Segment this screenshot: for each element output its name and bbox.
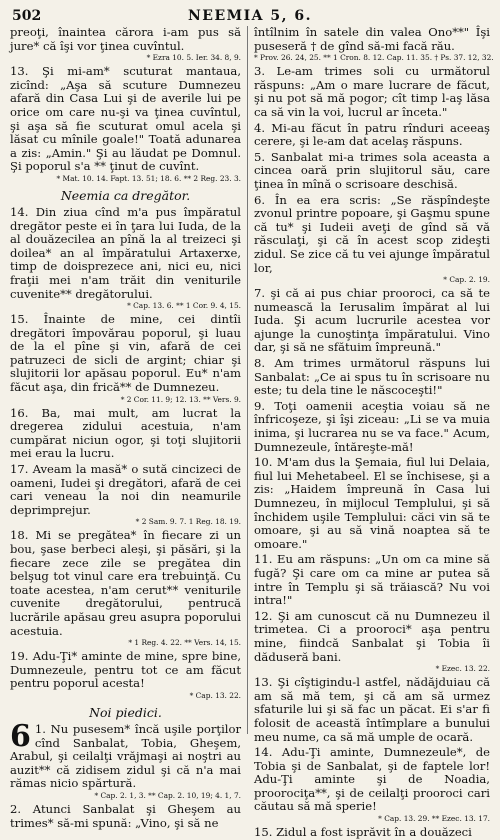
verse: 13. Şi mi-am* scuturat mantaua, zicînd: „Aşa să scuture Dumnezeu afară din Casa Lui şi de averile lui pe orice om care nu-şi va ţinea cuvîntul, şi aşa să fie scuturat omul acela şi lăsat cu mînile goale!" Toată adunarea a zis: „Amin." Şi au lăudat pe Domnul. Şi poporul s'a ** ţinut de cuvînt.: [10, 64, 242, 174]
verse: 5. Sanbalat mi-a trimes sola aceasta a cincea oară prin slujitorul său, care ţinea în mînă o scrisoare deschisă.: [254, 149, 490, 191]
verse: 18. Mi se pregătea* în fiecare zi un bou, şase berbeci aleşi, şi păsări, şi la fiecare zece zile se pregătea din belşug tot vinul care era trebuinţă. Cu toate acestea, n'am cerut** veniturile cuvenite dregătorului, pentrucă lucrările apăsau greu asupra poporului acestuia.: [10, 528, 242, 638]
chapter-start: [10, 718, 242, 791]
footnote: * Cap. 2. 1, 3. ** Cap. 2. 10, 19; 4. 1, 7.: [94, 790, 242, 800]
page-number: 502: [12, 8, 42, 24]
footnote: * Cap. 2. 19.: [443, 275, 490, 285]
footnote: * Mat. 10. 14. Fapt. 13. 51; 18. 6. ** 2 Reg. 23. 3.: [56, 173, 242, 183]
running-head: NEEMIA 5, 6.: [187, 8, 313, 24]
section-heading: Noi piedici.: [89, 704, 162, 720]
footnote: * Cap. 13. 29. ** Ezec. 13. 17.: [378, 814, 490, 824]
footnote: * 2 Sam. 9. 7. 1 Reg. 18. 19.: [135, 517, 242, 527]
footnote: * Cap. 13. 6. ** 1 Cor. 9. 4, 15.: [127, 301, 242, 311]
verse: 15. Înainte de mine, cei dintîi dregători împovărau poporul, şi luau de la el pîne şi vin, afară de cei patruzeci de sicli de argint; chiar şi slujitorii lor apăsau poporul. Eu* n'am făcut aşa, din frică** de Dumnezeu.: [10, 312, 242, 395]
chapter-number: 6: [10, 718, 31, 754]
left-column: [10, 25, 242, 830]
verse: 3. Le-am trimes soli cu următorul răspuns: „Am o mare lucrare de făcut, şi nu pot să mă pogor; cît timp l-aş lăsa ca să vin la voi, lucrul ar înceta.": [254, 64, 490, 119]
verse: 17. Aveam la masă* o sută cincizeci de oameni, Iudei şi dregători, afară de cei cari veneau la noi din neamurile deprimprejur.: [10, 462, 242, 517]
verse: 12. Şi am cunoscut că nu Dumnezeu il trimetea. Ci a prooroci* aşa pentru mine, fiindcă Sanbalat şi Tobia îi dăduseră bani.: [254, 608, 490, 664]
right-column: [254, 25, 494, 840]
verse: preoţi, înaintea cărora i-am pus să jure* că îşi vor ţinea cuvîntul.: [10, 25, 242, 53]
footnote: * 1 Reg. 4. 22. ** Vers. 14, 15.: [128, 638, 242, 648]
verse: 15. Zidul a fost isprăvit în a douăzeci: [254, 825, 472, 840]
section-heading: Neemia ca dregător.: [60, 187, 191, 203]
verse: 7. şi că ai pus chiar prooroci, ca să te numească la Ierusalim împărat al lui Iuda. Şi acum lucrurile acestea vor ajunge la cunoştinţa împăratului. Vino dar, şi să ne sfătuim împreună.": [254, 286, 490, 355]
footnote: * Cap. 13. 22.: [189, 690, 242, 700]
footnote: * Prov. 26. 24, 25. ** 1 Cron. 8. 12. Cap. 11. 35. † Ps. 37. 12, 32.: [254, 53, 494, 63]
verse: 1. Nu pusesem* încă uşile porţilor cînd Sanbalat, Tobia, Gheşem, Arabul, şi ceilalţi vrăjmaşi ai noştri au auzit** că zidisem zidul şi că n'a mai rămas nicio spărtură.: [10, 721, 242, 791]
verse: 10. M'am dus la Şemaia, fiul lui Delaia, fiul lui Mehetabeel. El se închisese, şi a zis: „Haidem împreună în Casa lui Dumnezeu, în mijlocul Templului, şi să închidem uşile Templului: căci vin să te omoare, şi au să vină noaptea să te omoare.": [254, 455, 490, 551]
text-columns: [10, 25, 494, 840]
verse: 14. Adu-Ţi aminte, Dumnezeule*, de Tobia şi de Sanbalat, şi de faptele lor! Adu-Ţi aminte şi de Noadia, proorociţa**, şi de ceilalţi prooroci cari căutau să mă sperie!: [254, 745, 490, 814]
footnote: * Ezec. 13. 22.: [435, 664, 490, 674]
verse: 2. Atunci Sanbalat şi Gheşem au trimes* să-mi spună: „Vino, şi să ne: [10, 801, 242, 830]
footnote: * 2 Cor. 11. 9; 12. 13. ** Vers. 9.: [120, 394, 242, 404]
footnote: * Ezra 10. 5. Ier. 34. 8, 9.: [146, 53, 242, 63]
column-divider: [247, 26, 248, 734]
verse: 13. Şi cîştigindu-l astfel, nădăjduiau că am să mă tem, şi că am să urmez sfaturile lui şi să fac un păcat. Ei s'ar fi folosit de această întîmplare a bunului meu nume, ca să mă umple de ocară.: [254, 675, 490, 744]
verse: 8. Am trimes următorul răspuns lui Sanbalat: „Ce ai spus tu în scrisoare nu este; tu dela tine le născoceşti!": [254, 356, 490, 398]
verse: 4. Mi-au făcut în patru rînduri aceeaş cerere, şi le-am dat acelaş răspuns.: [254, 120, 490, 149]
verse: 14. Din ziua cînd m'a pus împăratul dregător peste ei în ţara lui Iuda, de la al douăzecilea an pînă la al treizeci şi doilea* an al împăratului Artaxerxe, timp de doisprezece ani, nici eu, nici fraţii mei n'am trăit din veniturile cuvenite** dregătorului.: [10, 204, 242, 301]
verse: întîlnim în satele din valea Ono**" Îşi puseseră † de gînd să-mi facă rău.: [254, 25, 490, 53]
verse: 9. Toţi oamenii aceştia voiau să ne înfricoşeze, şi îşi ziceau: „Li se va muia inima, şi lucrarea nu se va face." Acum, Dumnezeule, întăreşte-mă!: [254, 398, 490, 454]
verse: 6. În ea era scris: „Se răspîndeşte zvonul printre popoare, şi Gaşmu spune că tu* şi Iudeii aveţi de gînd să vă răsculaţi, şi că în acest scop zideşti zidul. Se zice că tu vei ajunge împăratul lor,: [254, 192, 490, 275]
verse: 19. Adu-Ţi* aminte de mine, spre bine, Dumnezeule, pentru tot ce am făcut pentru poporul acesta!: [10, 649, 242, 691]
verse: 11. Eu am răspuns: „Un om ca mine să fugă? Şi care om ca mine ar putea să intre în Templu şi să trăiască? Nu voi intra!": [254, 552, 490, 608]
verse: 16. Ba, mai mult, am lucrat la dregerea zidului acestuia, n'am cumpărat niciun ogor, şi toţi slujitorii mei erau la lucru.: [10, 405, 242, 461]
